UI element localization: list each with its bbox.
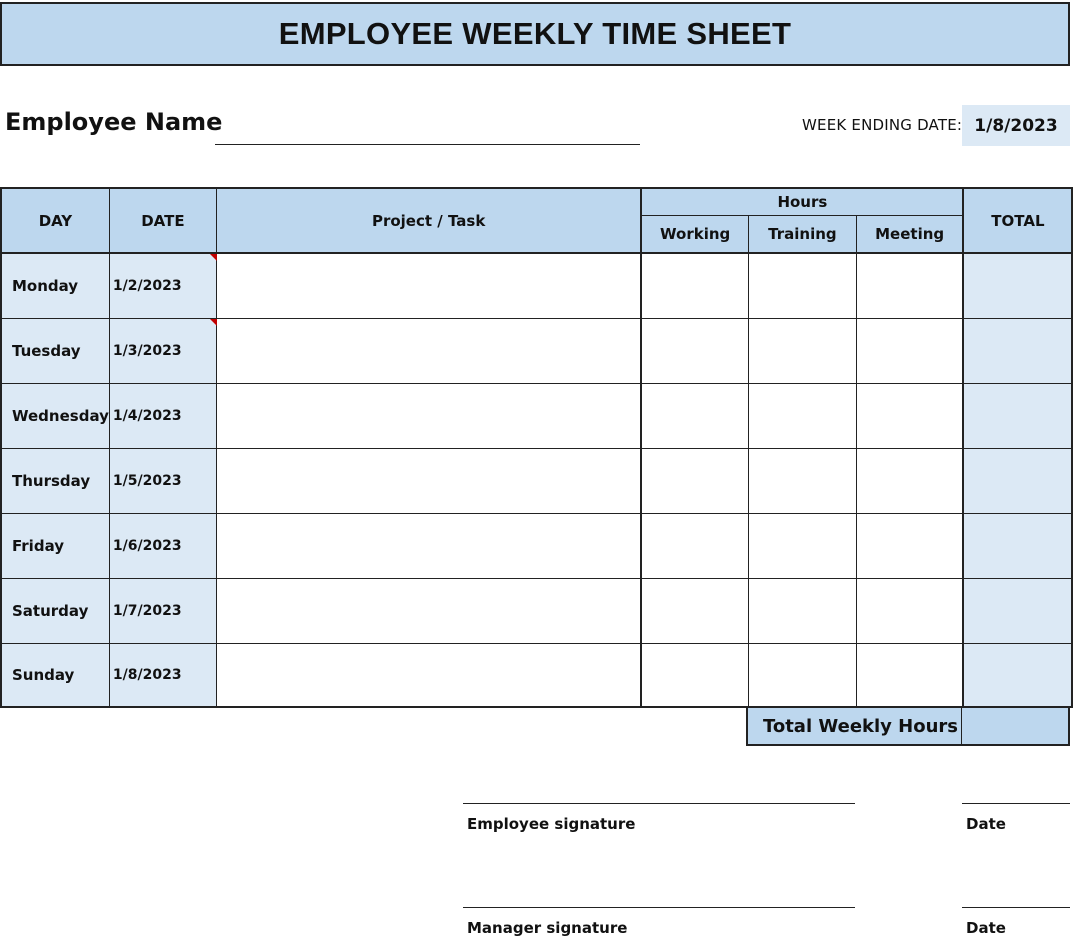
project-task-cell[interactable] (216, 513, 641, 578)
row-total-cell (963, 253, 1072, 318)
employee-signature-line[interactable] (463, 803, 855, 804)
table-row (1, 448, 1072, 513)
meeting-hours-cell[interactable] (856, 513, 963, 578)
row-total-cell (963, 383, 1072, 448)
day-cell: Monday (1, 253, 109, 318)
project-task-cell[interactable] (216, 448, 641, 513)
table-row (1, 513, 1072, 578)
employee-date-label: Date (966, 815, 1006, 833)
header-date: DATE (109, 188, 216, 253)
working-hours-cell[interactable] (641, 643, 748, 707)
day-cell: Sunday (1, 643, 109, 707)
meeting-hours-cell[interactable] (856, 318, 963, 383)
meeting-hours-cell[interactable] (856, 383, 963, 448)
meeting-hours-cell[interactable] (856, 448, 963, 513)
header-total: TOTAL (963, 188, 1072, 253)
working-hours-cell[interactable] (641, 513, 748, 578)
date-cell: 1/7/2023 (109, 578, 216, 643)
comment-flag-icon[interactable] (210, 254, 217, 261)
header-meeting: Meeting (856, 215, 963, 253)
date-cell: 1/4/2023 (109, 383, 216, 448)
meeting-hours-cell[interactable] (856, 643, 963, 707)
week-ending-label: WEEK ENDING DATE: (802, 116, 963, 134)
header-day: DAY (1, 188, 109, 253)
table-row (1, 318, 1072, 383)
row-total-cell (963, 513, 1072, 578)
training-hours-cell[interactable] (748, 643, 856, 707)
header-project-task: Project / Task (216, 188, 641, 253)
comment-flag-icon[interactable] (210, 319, 217, 326)
day-cell: Thursday (1, 448, 109, 513)
project-task-cell[interactable] (216, 253, 641, 318)
working-hours-cell[interactable] (641, 253, 748, 318)
working-hours-cell[interactable] (641, 318, 748, 383)
header-training: Training (748, 215, 856, 253)
table-row (1, 383, 1072, 448)
meeting-hours-cell[interactable] (856, 253, 963, 318)
day-cell: Wednesday (1, 383, 109, 448)
training-hours-cell[interactable] (748, 318, 856, 383)
training-hours-cell[interactable] (748, 448, 856, 513)
date-cell: 1/6/2023 (109, 513, 216, 578)
title-banner (0, 2, 1070, 66)
working-hours-cell[interactable] (641, 448, 748, 513)
training-hours-cell[interactable] (748, 253, 856, 318)
manager-signature-line[interactable] (463, 907, 855, 908)
sheet-title: EMPLOYEE WEEKLY TIME SHEET (278, 16, 792, 51)
header-hours: Hours (641, 188, 963, 215)
training-hours-cell[interactable] (748, 513, 856, 578)
row-total-cell (963, 318, 1072, 383)
table-row (1, 253, 1072, 318)
day-cell: Tuesday (1, 318, 109, 383)
employee-name-field[interactable] (215, 144, 640, 145)
date-cell (109, 318, 216, 383)
total-weekly-hours-cell (961, 706, 1070, 746)
meeting-hours-cell[interactable] (856, 578, 963, 643)
day-cell: Friday (1, 513, 109, 578)
project-task-cell[interactable] (216, 318, 641, 383)
table-row (1, 643, 1072, 707)
date-cell: 1/5/2023 (109, 448, 216, 513)
table-row (1, 578, 1072, 643)
total-weekly-hours-label: Total Weekly Hours (746, 706, 962, 746)
row-total-cell (963, 448, 1072, 513)
working-hours-cell[interactable] (641, 578, 748, 643)
training-hours-cell[interactable] (748, 383, 856, 448)
date-cell: 1/8/2023 (109, 643, 216, 707)
working-hours-cell[interactable] (641, 383, 748, 448)
date-cell (109, 253, 216, 318)
employee-date-line[interactable] (962, 803, 1070, 804)
manager-date-line[interactable] (962, 907, 1070, 908)
date-text: 1/2/2023 (112, 277, 182, 294)
week-ending-date-cell[interactable]: 1/8/2023 (962, 105, 1070, 146)
employee-signature-label: Employee signature (467, 815, 636, 833)
day-cell: Saturday (1, 578, 109, 643)
manager-date-label: Date (966, 919, 1006, 937)
date-text: 1/3/2023 (112, 342, 182, 359)
project-task-cell[interactable] (216, 578, 641, 643)
project-task-cell[interactable] (216, 383, 641, 448)
project-task-cell[interactable] (216, 643, 641, 707)
row-total-cell (963, 578, 1072, 643)
timesheet-table (0, 187, 1073, 708)
training-hours-cell[interactable] (748, 578, 856, 643)
employee-name-label: Employee Name (5, 108, 223, 136)
manager-signature-label: Manager signature (467, 919, 628, 937)
header-working: Working (641, 215, 748, 253)
row-total-cell (963, 643, 1072, 707)
